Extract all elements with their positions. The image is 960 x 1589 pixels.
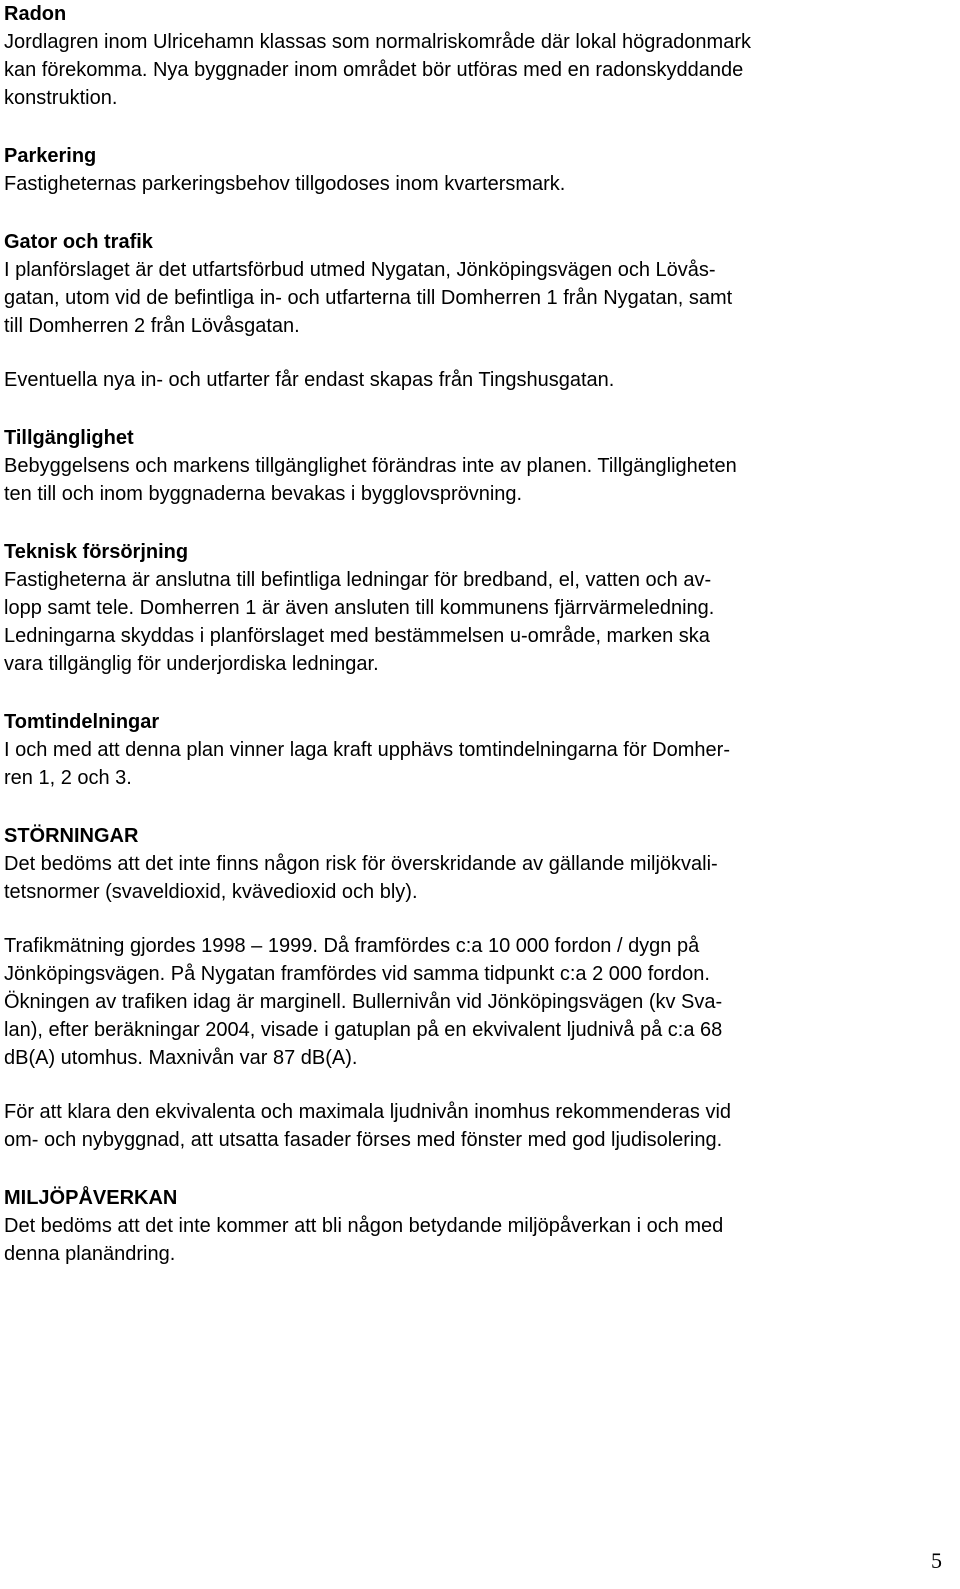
section-parkering — [4, 142, 950, 198]
heading-tillganglighet: Tillgänglighet — [4, 427, 134, 449]
section-tillganglighet — [4, 424, 950, 508]
heading-storningar: STÖRNINGAR — [4, 825, 139, 847]
paragraph-teknisk-forsorjning: Fastigheterna är anslutna till befintliga ledningar för bredband, el, vatten och av- lopp samt tele. Domherren 1 är även ansluten till kommunens fjärrvärmeledning. Ledningarna skyddas i planförslaget med bestämmelsen u-område, marken ska vara tillgänglig för underjordiska ledningar. — [4, 569, 715, 675]
document-page — [4, 0, 950, 1268]
heading-radon: Radon — [4, 3, 67, 25]
section-teknisk-forsorjning — [4, 538, 950, 678]
heading-miljopaverkan: MILJÖPÅVERKAN — [4, 1187, 178, 1209]
section-radon — [4, 0, 950, 112]
paragraph-miljopaverkan: Det bedöms att det inte kommer att bli någon betydande miljöpåverkan i och med denna planändring. — [4, 1215, 724, 1265]
paragraph-tomtindelningar: I och med att denna plan vinner laga kraft upphävs tomtindelningarna för Domher- ren 1, 2 och 3. — [4, 739, 730, 789]
heading-tomtindelningar: Tomtindelningar — [4, 711, 160, 733]
page-number: 5 — [931, 1548, 942, 1573]
paragraph-parkering: Fastigheternas parkeringsbehov tillgodoses inom kvartersmark. — [4, 173, 566, 195]
paragraph-ljudniva: För att klara den ekvivalenta och maximala ljudnivån inomhus rekommenderas vid om- och nybyggnad, att utsatta fasader förses med fönster med god ljudisolering. — [4, 1101, 732, 1151]
heading-teknisk-forsorjning: Teknisk försörjning — [4, 541, 189, 563]
paragraph-tillganglighet: Bebyggelsens och markens tillgänglighet förändras inte av planen. Tillgängligheten ten till och inom byggnaderna bevakas i bygglovsprövning. — [4, 455, 737, 505]
section-miljopaverkan — [4, 1184, 950, 1268]
section-gator-och-trafik — [4, 228, 950, 394]
paragraph-trafikmatning: Trafikmätning gjordes 1998 – 1999. Då framfördes c:a 10 000 fordon / dygn på Jönköpingsvägen. På Nygatan framfördes vid samma tidpunkt c:a 2 000 fordon. Ökningen av trafiken idag är marginell. Bullernivån vid Jönköpingsvägen (kv Sva- lan), efter beräkningar 2004, visade i gatuplan på en ekvivalent ljudnivå på c:a 68 dB(A) utomhus. Maxnivån var 87 dB(A). — [4, 935, 723, 1069]
section-storningar — [4, 822, 950, 1154]
paragraph-gator-och-trafik: I planförslaget är det utfartsförbud utmed Nygatan, Jönköpingsvägen och Lövås- gatan, utom vid de befintliga in- och utfarterna till Domherren 1 från Nygatan, samt till Domherren 2 från Lövåsgatan. — [4, 259, 733, 337]
section-tomtindelningar — [4, 708, 950, 792]
paragraph-radon: Jordlagren inom Ulricehamn klassas som normalriskområde där lokal högradonmark kan förekomma. Nya byggnader inom området bör utföras med en radonskyddande konstruktion. — [4, 31, 751, 109]
paragraph-utfarter: Eventuella nya in- och utfarter får endast skapas från Tingshusgatan. — [4, 369, 615, 391]
heading-parkering: Parkering — [4, 145, 97, 167]
heading-gator-och-trafik: Gator och trafik — [4, 231, 153, 253]
paragraph-miljokvalitetsnormer: Det bedöms att det inte finns någon risk för överskridande av gällande miljökvali- tetsnormer (svaveldioxid, kvävedioxid och bly). — [4, 853, 718, 903]
